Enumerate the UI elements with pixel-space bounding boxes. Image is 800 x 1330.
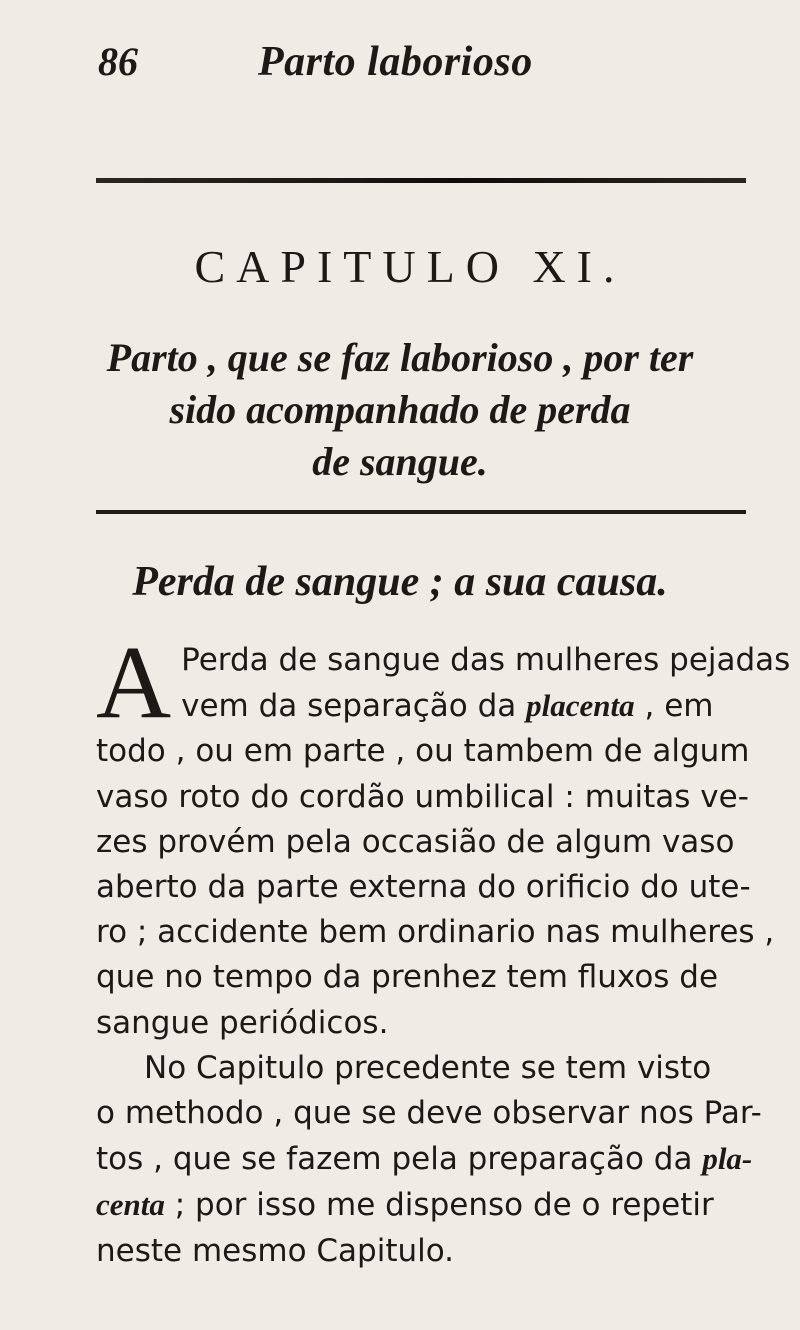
running-head: Parto laborioso	[258, 39, 533, 85]
text-line: o methodo , que se deve observar nos Par-	[96, 1095, 762, 1132]
top-rule-divider	[96, 178, 746, 183]
text-line: zes provém pela occasião de algum vaso	[96, 823, 735, 860]
text-span: ; por isso me dispenso de o repetir	[164, 1187, 714, 1224]
text-span: vem da separação da	[181, 688, 527, 725]
italic-term: placenta	[526, 688, 635, 724]
text-line: vaso roto do cordão umbilical : muitas ve-	[96, 778, 749, 815]
italic-term: centa	[96, 1187, 165, 1223]
page-header	[0, 38, 800, 98]
section-title: Perda de sangue ; a sua causa.	[132, 559, 668, 605]
subtitle-line: de sangue.	[312, 439, 488, 484]
text-line: No Capitulo precedente se tem visto	[144, 1049, 712, 1086]
subtitle-line: Parto , que se faz laborioso , por ter	[106, 335, 694, 380]
drop-cap: A	[96, 625, 172, 740]
italic-term: pla-	[702, 1141, 753, 1177]
text-line	[96, 683, 756, 729]
paragraph-2	[96, 1046, 762, 1274]
text-line: todo , ou em parte , ou tambem de algum	[96, 733, 750, 770]
subtitle-line: sido acompanhado de perda	[169, 387, 631, 432]
body-text	[96, 625, 791, 1274]
text-line: sangue periódicos.	[96, 1004, 389, 1041]
page-number: 86	[98, 39, 138, 84]
text-span: , em	[634, 688, 714, 725]
text-line: aberto da parte externa do orificio do ute-	[96, 869, 751, 906]
chapter-title: CAPITULO XI.	[194, 241, 626, 292]
text-line: neste mesmo Capitulo.	[96, 1232, 455, 1269]
middle-rule-divider	[96, 510, 746, 514]
chapter-subtitle	[0, 332, 800, 488]
text-line: que no tempo da prenhez tem fluxos de	[96, 959, 719, 996]
text-line: Perda de sangue das mulheres pejadas	[181, 642, 791, 678]
paragraph-1	[96, 625, 791, 1046]
text-span: tos , que se fazem pela preparação da	[96, 1141, 703, 1178]
text-line	[96, 1182, 756, 1228]
text-line	[96, 1136, 756, 1182]
text-line: ro ; accidente bem ordinario nas mulheres ,	[96, 914, 775, 951]
